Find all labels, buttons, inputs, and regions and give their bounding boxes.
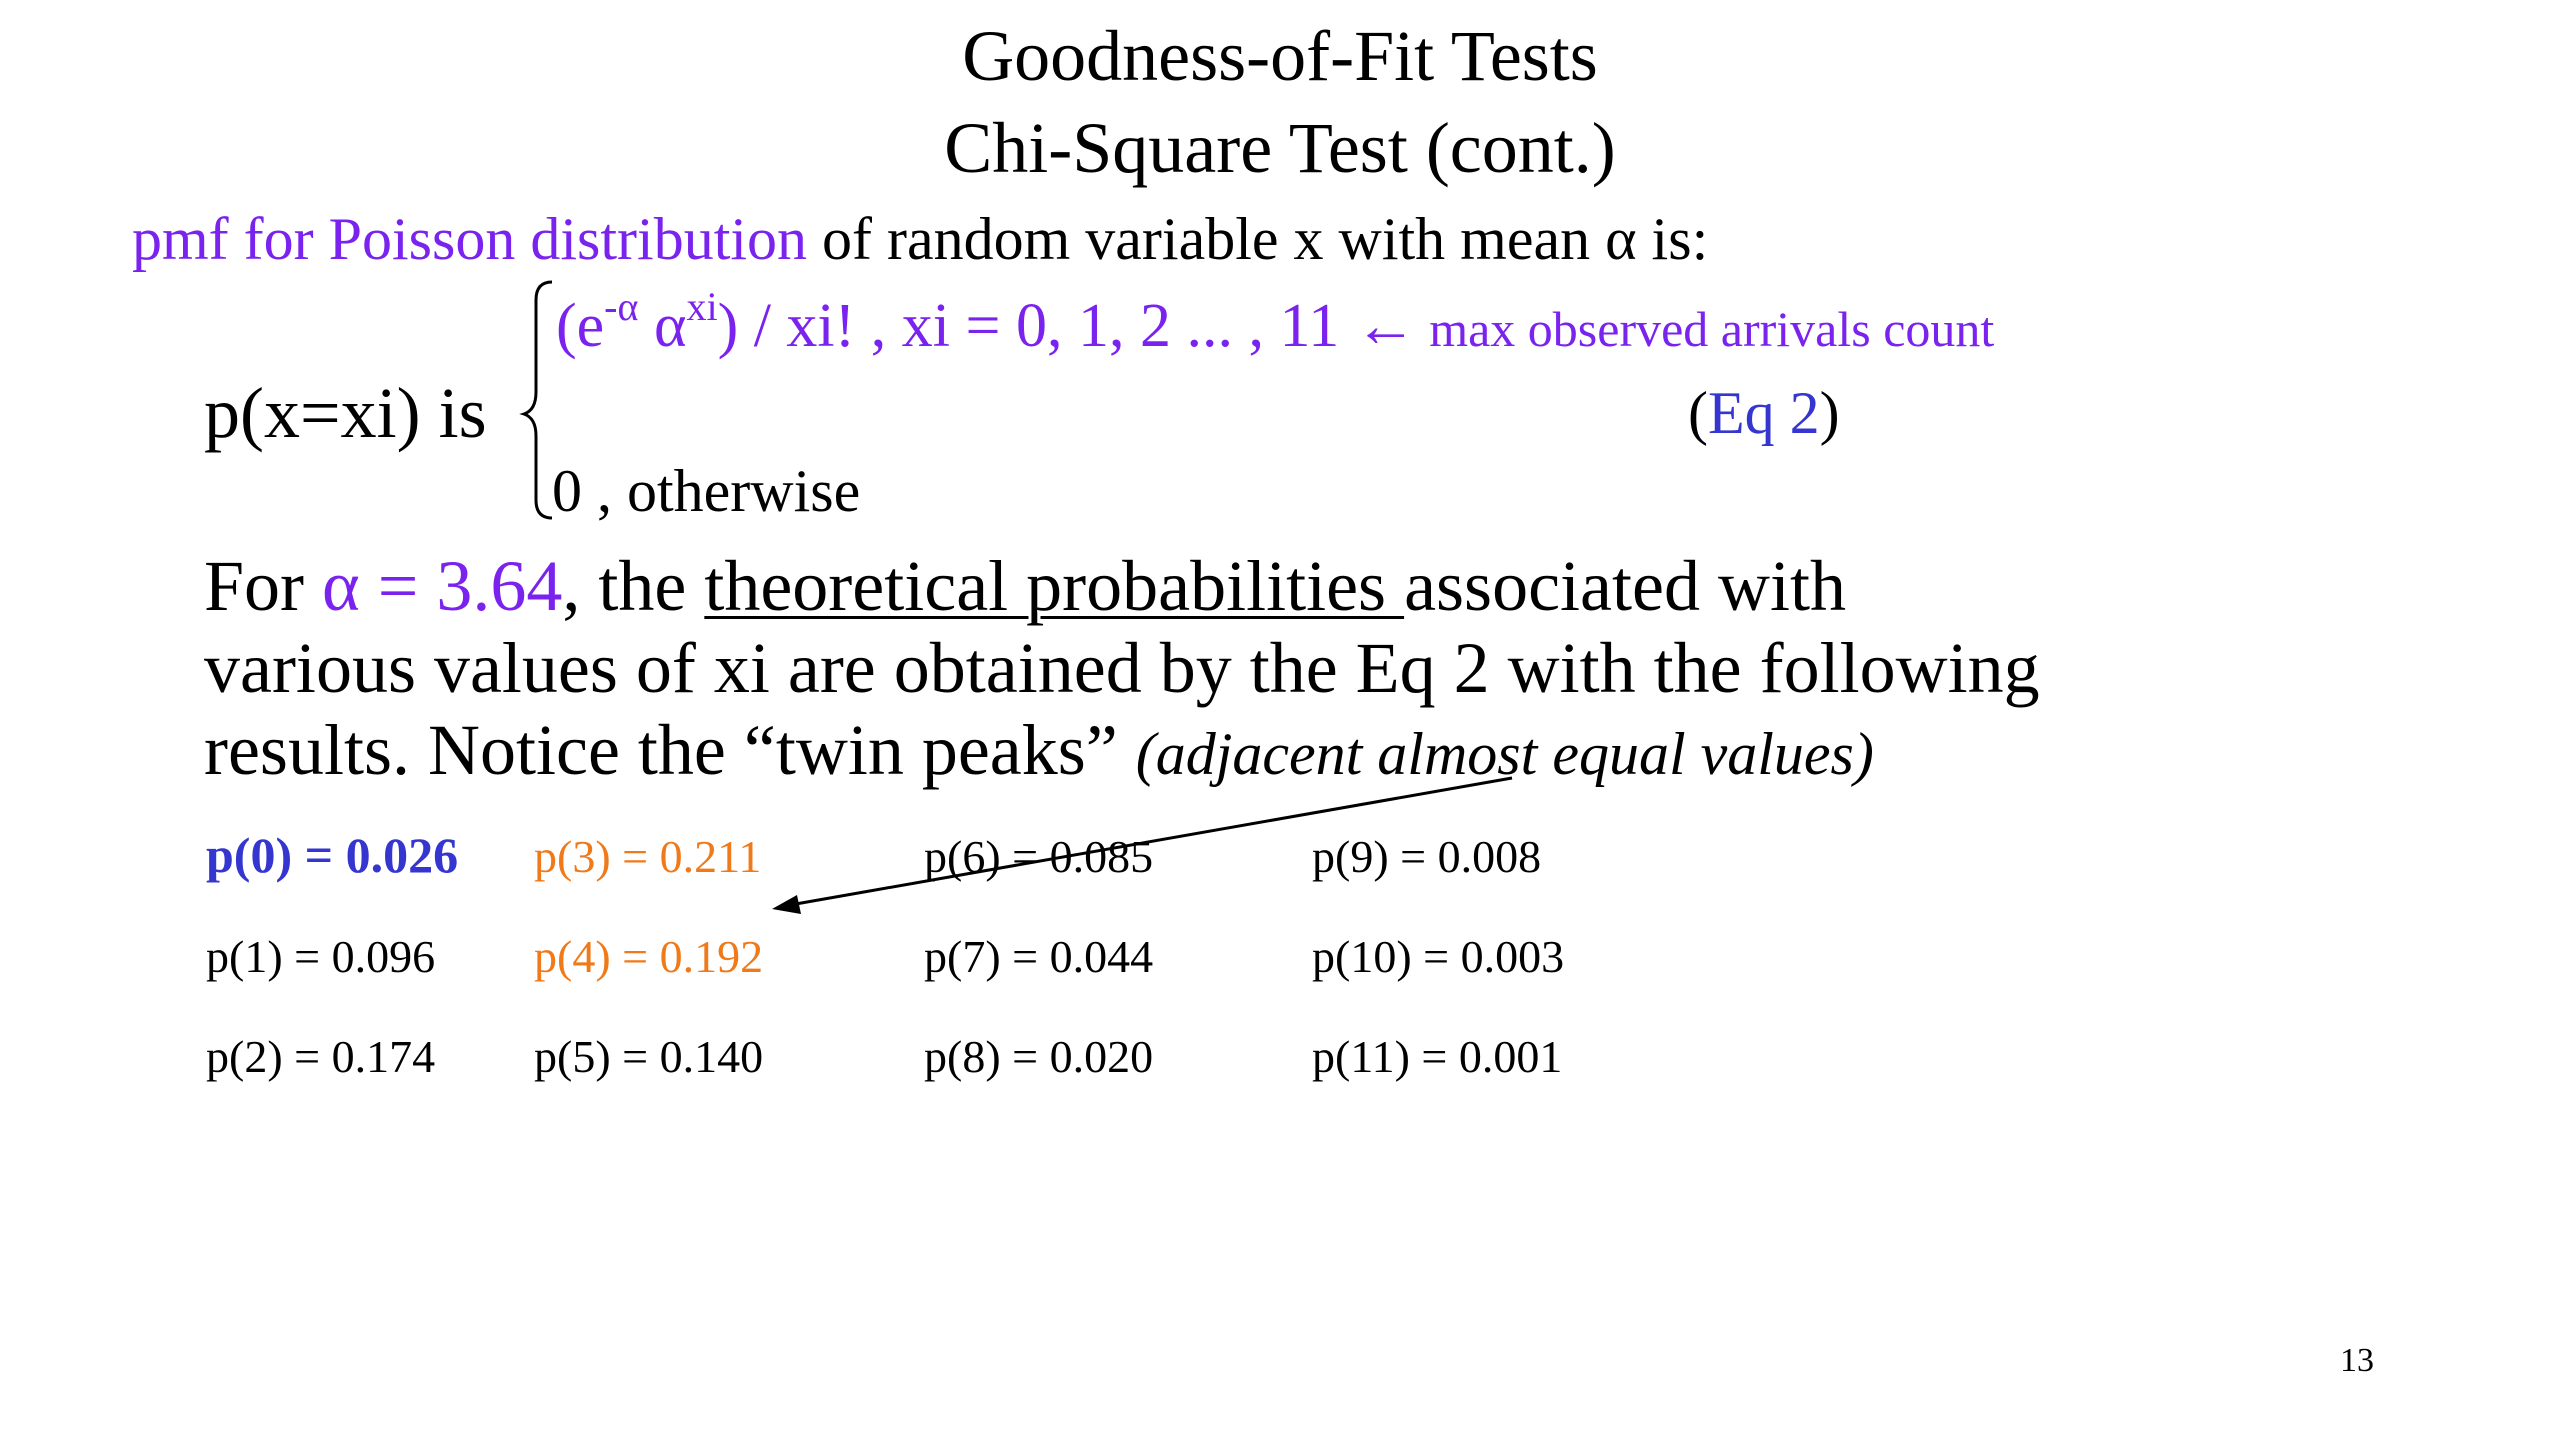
slide-subtitle: Chi-Square Test (cont.) <box>944 108 1616 188</box>
prob-p4: p(4) = 0.192 <box>534 931 764 982</box>
prob-p10: p(10) = 0.003 <box>1312 931 1565 982</box>
prob-p1: p(1) = 0.096 <box>206 931 436 982</box>
page-number: 13 <box>2340 1342 2374 1379</box>
intro-highlight: pmf for Poisson distribution <box>132 206 808 272</box>
underlined-term: theoretical probabilities <box>704 546 1405 626</box>
arrowhead-icon <box>772 895 801 914</box>
prob-p9: p(9) = 0.008 <box>1312 831 1542 882</box>
slide-title: Goodness-of-Fit Tests <box>962 16 1598 96</box>
formula-case-1: ($e^{-\alpha}$ $\alpha^{xi}$) / xi! , xi = 0, 1, 2 ... , 11 ← max observed arrivals count <box>556 284 1995 360</box>
paragraph-line-3: results. Notice the “twin peaks” (adjacent almost equal values) <box>204 710 1874 790</box>
left-arrow-icon: ← <box>1354 292 1417 360</box>
formula-note: max observed arrivals count <box>1416 301 1995 357</box>
equation-label: (Eq 2) <box>1688 380 1840 446</box>
prob-p3: p(3) = 0.211 <box>534 831 762 882</box>
italic-note: (adjacent almost equal values) <box>1135 721 1874 787</box>
prob-p0: p(0) = 0.026 <box>206 827 459 883</box>
prob-p8: p(8) = 0.020 <box>924 1031 1154 1082</box>
prob-p6: p(6) = 0.085 <box>924 831 1154 882</box>
prob-p5: p(5) = 0.140 <box>534 1031 764 1082</box>
formula-lhs: p(x=xi) is <box>204 373 487 453</box>
paragraph-line-1: For α = 3.64, the theoretical probabilities associated with <box>204 546 1846 626</box>
paragraph-line-2: various values of xi are obtained by the Eq 2 with the following <box>204 628 2040 708</box>
prob-p2: p(2) = 0.174 <box>206 1031 436 1082</box>
prob-p11: p(11) = 0.001 <box>1312 1031 1563 1082</box>
intro-rest: of random variable x with mean α is: <box>807 206 1709 272</box>
alpha-value: α = 3.64 <box>322 546 563 626</box>
formula-case-2: 0 , otherwise <box>552 458 861 524</box>
prob-p7: p(7) = 0.044 <box>924 931 1154 982</box>
